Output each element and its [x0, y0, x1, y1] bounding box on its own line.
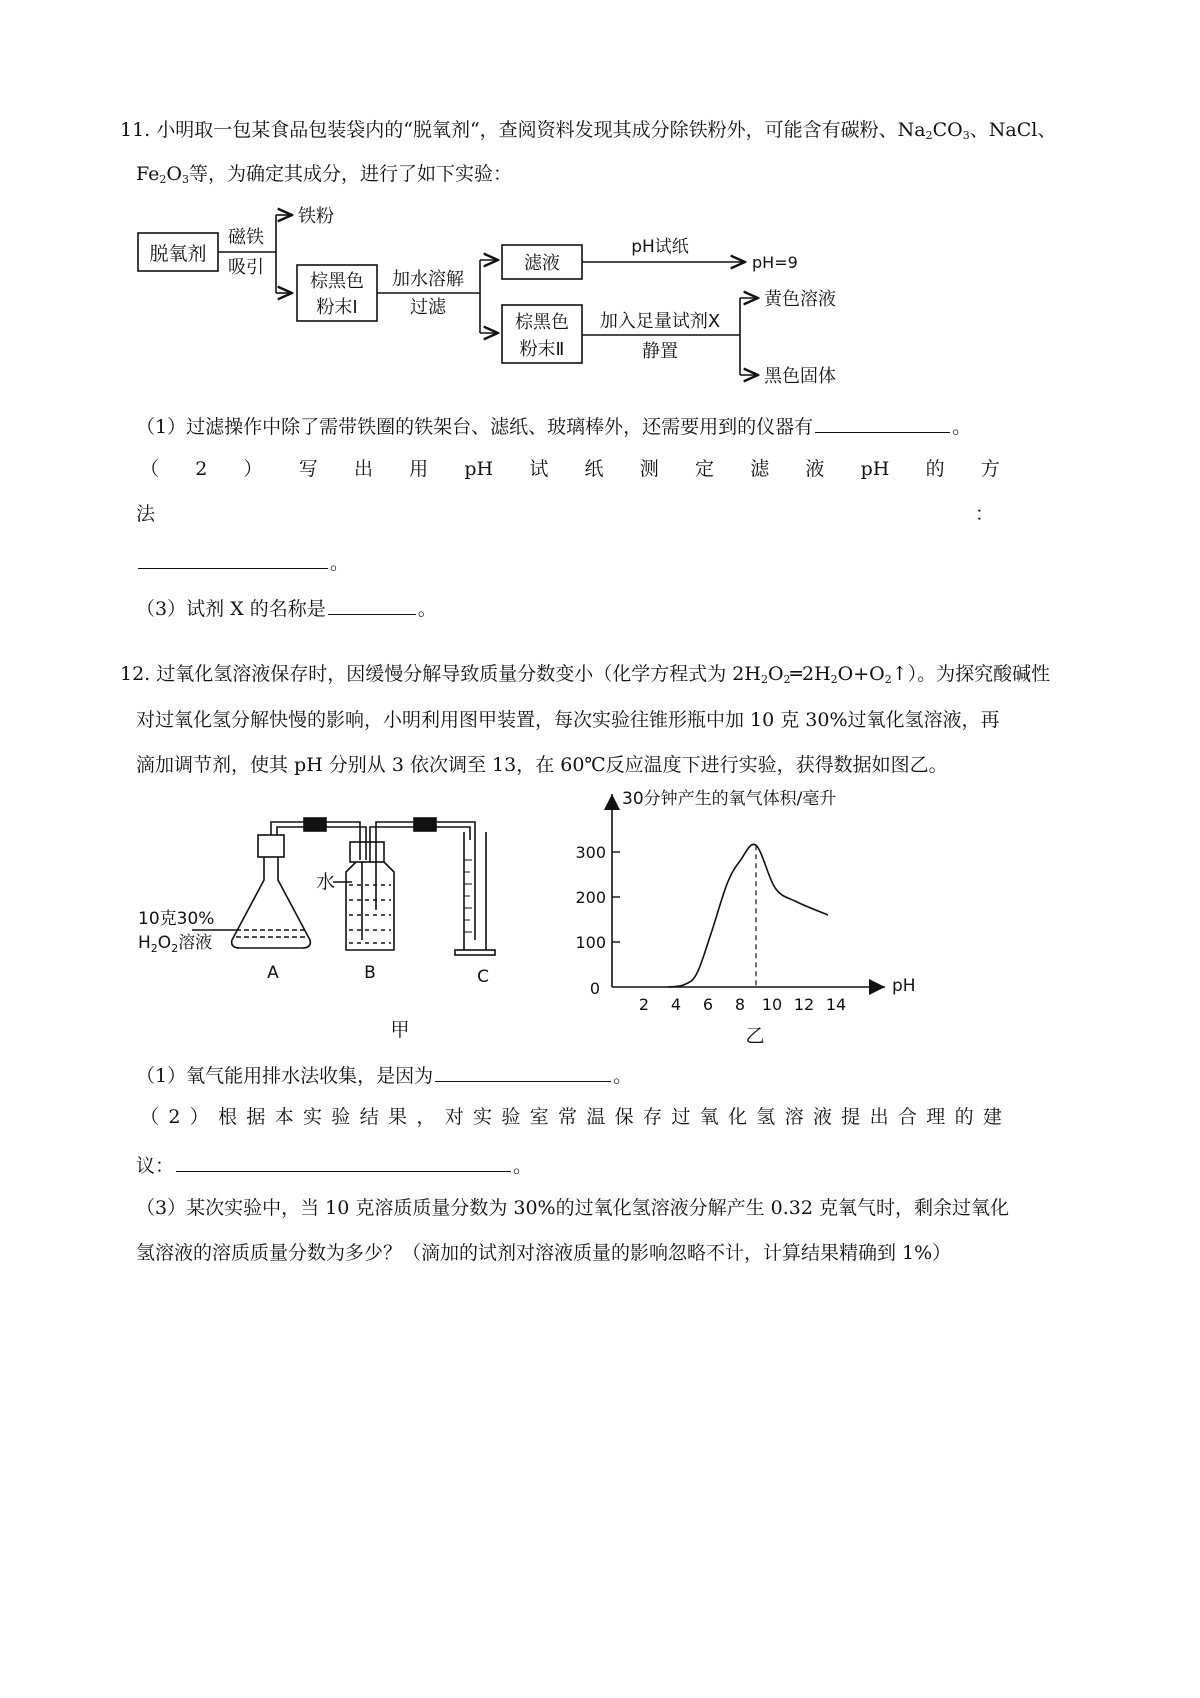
q11-sub2-line1 [140, 460, 1000, 479]
q11-sub2-char: 的 [925, 458, 945, 480]
q11-sub2-char: 写 [298, 458, 318, 480]
q12-sub2-char: 2 [168, 1106, 181, 1128]
caption-yi: 乙 [745, 1025, 765, 1047]
q11-sub2-char: 试 [529, 458, 549, 480]
q11-sub2-char: 纸 [584, 458, 604, 480]
q12-sub2-char: 液 [812, 1106, 832, 1128]
label-water: 水 [316, 871, 336, 893]
q12-sub2-char: 根 [218, 1106, 238, 1128]
oxygen-ph-chart [570, 780, 990, 1055]
q11-sub2-char: pH [860, 458, 890, 480]
label-b: B [364, 963, 376, 983]
q11-sub3: （3）试剂 X 的名称是 。 [136, 598, 437, 620]
q12-sub2-char: 提 [841, 1106, 861, 1128]
q11-sub2-char: 滤 [750, 458, 770, 480]
q12-sub2-char: 出 [869, 1106, 889, 1128]
label-solution-top: 10克30% [138, 909, 215, 929]
flow-iron-powder: 铁粉 [298, 206, 334, 227]
series-line [668, 844, 828, 987]
q11-line1: 11. 小明取一包某食品包装袋内的“脱氧剂“，查阅资料发现其成分除铁粉外，可能含有碳粉、$Na_2CO_3$、NaCl、 [120, 119, 1057, 142]
answer-blank[interactable] [328, 596, 416, 615]
q12-sub2-line1 [140, 1108, 1002, 1127]
caption-jia: 甲 [390, 1019, 410, 1041]
q12-sub2-char: 存 [642, 1106, 662, 1128]
answer-blank[interactable] [435, 1063, 611, 1082]
x-tick-label: 14 [825, 995, 847, 1014]
answer-blank[interactable] [176, 1153, 511, 1172]
flow-yellow-solution: 黄色溶液 [764, 289, 836, 310]
y-tick-label: 100 [575, 933, 606, 952]
label-a: A [267, 963, 279, 983]
q11-sub2-line2: 法 ： [136, 503, 994, 525]
x-tick-label: 8 [734, 995, 746, 1014]
label-solution-bottom: $H_2O_2$溶液 [138, 933, 213, 955]
q12-line2: 对过氧化氢分解快慢的影响，小明利用图甲装置，每次实验往锥形瓶中加 10 克 30%过氧化氢溶液，再 [136, 709, 1000, 731]
q12-sub2-char: 室 [529, 1106, 549, 1128]
x-tick-label: 10 [761, 995, 783, 1014]
q11-sub2-char: 定 [694, 458, 714, 480]
q12-sub2-char: 过 [671, 1106, 691, 1128]
flow-reagent-top: 加入足量试剂X [599, 311, 721, 332]
q12-sub2-char: ） [189, 1106, 209, 1128]
q12-sub2-char: （ [140, 1106, 160, 1128]
flow-ph-result: pH=9 [752, 253, 798, 272]
q11-sub2-char: 出 [353, 458, 373, 480]
answer-blank[interactable] [815, 414, 950, 433]
q11-sub2-char: ） [243, 458, 263, 480]
q12-sub2-char: 化 [727, 1106, 747, 1128]
q12-sub2-char: 据 [246, 1106, 266, 1128]
q12-sub2-char: 溶 [784, 1106, 804, 1128]
flow-dissolve-top: 加水溶解 [392, 269, 464, 290]
q12-sub2-char: 实 [303, 1106, 323, 1128]
flow-powder2-top: 棕黑色 [515, 312, 569, 333]
bottle-stopper [350, 842, 384, 862]
flow-powder1-bottom: 粉末Ⅰ [316, 297, 358, 318]
q11-sub2-char: pH [464, 458, 494, 480]
q12-sub2-char: 对 [444, 1106, 464, 1128]
q11-sub1: （1）过滤操作中除了需带铁圈的铁架台、滤纸、玻璃棒外，还需要用到的仪器有 。 [136, 416, 972, 438]
q12-sub2-char: 温 [586, 1106, 606, 1128]
q11-sub2-char: 液 [805, 458, 825, 480]
answer-blank[interactable] [138, 550, 328, 569]
q12-sub2-char: 本 [274, 1106, 294, 1128]
q12-sub2-char: 实 [473, 1106, 493, 1128]
q12-sub2-char: 建 [982, 1106, 1002, 1128]
q12-sub2-char: 合 [897, 1106, 917, 1128]
x-tick-label: 2 [638, 995, 650, 1014]
q12-sub2-char: 的 [954, 1106, 974, 1128]
q11-sub2-char: 用 [409, 458, 429, 480]
q12-line1: 12. 过氧化氢溶液保存时，因缓慢分解导致质量分数变小（化学方程式为 $2H_2O_2═2H_2O+O_2↑$）。为探究酸碱性 [120, 663, 1051, 686]
y-tick-label: 300 [575, 843, 606, 862]
flow-dissolve-bottom: 过滤 [410, 297, 446, 318]
q12-sub2-char: 常 [558, 1106, 578, 1128]
q12-sub3-line1: （3）某次实验中，当 10 克溶质质量分数为 30%的过氧化氢溶液分解产生 0.32 克氧气时，剩余过氧化 [136, 1197, 1010, 1219]
q12-sub2-char: 验 [331, 1106, 351, 1128]
x-tick-label: 4 [670, 995, 682, 1014]
q12-sub2-char: 氢 [756, 1106, 776, 1128]
flow-powder1-top: 棕黑色 [310, 271, 364, 292]
q12-line3: 滴加调节剂，使其 pH 分别从 3 依次调至 13，在 60℃反应温度下进行实验，获得数据如图乙。 [136, 754, 948, 776]
x-axis-label: pH [892, 976, 916, 996]
q12-sub2-char: 保 [614, 1106, 634, 1128]
q12-sub2-char: 结 [359, 1106, 379, 1128]
y-tick-label: 200 [575, 888, 606, 907]
flow-ph-paper: pH试纸 [631, 237, 689, 257]
flow-deoxidizer: 脱氧剂 [149, 243, 207, 265]
q11-line2: $Fe_2O_3$等，为确定其成分，进行了如下实验： [136, 163, 512, 186]
q11-sub2-char: 2 [195, 458, 208, 480]
q12-sub1: （1）氧气能用排水法收集，是因为 。 [136, 1065, 633, 1087]
flow-reagent-bottom: 静置 [642, 341, 678, 362]
y-axis-label: 30分钟产生的氧气体积/毫升 [622, 789, 837, 809]
flask-stopper [258, 835, 284, 857]
q12-sub2-char: 氧 [699, 1106, 719, 1128]
q11-flow-diagram [130, 205, 950, 405]
flow-black-solid: 黑色固体 [764, 366, 836, 387]
q12-sub3-line2: 氢溶液的溶质质量分数为多少？（滴加的试剂对溶液质量的影响忽略不计，计算结果精确到 1%） [136, 1242, 952, 1264]
q11-sub2-line3: 。 [136, 550, 349, 573]
q11-sub2-char: 方 [980, 458, 1000, 480]
q12-sub2-char: ， [416, 1106, 436, 1128]
origin-label: 0 [589, 979, 600, 998]
q12-sub2-char: 果 [388, 1106, 408, 1128]
q12-sub2-line2: 议： 。 [136, 1155, 533, 1177]
flow-powder2-bottom: 粉末Ⅱ [519, 339, 565, 360]
x-tick-label: 6 [702, 995, 714, 1014]
gas-bottle [346, 862, 394, 950]
q11-sub2-char: 测 [639, 458, 659, 480]
label-c: C [477, 967, 489, 987]
flow-magnet-top: 磁铁 [228, 227, 264, 248]
x-tick-label: 12 [793, 995, 815, 1014]
q12-sub2-char: 验 [501, 1106, 521, 1128]
q11-sub2-char: （ [140, 458, 160, 480]
q12-sub2-char: 理 [926, 1106, 946, 1128]
conical-flask [232, 857, 311, 948]
flow-filtrate: 滤液 [524, 253, 560, 274]
flow-magnet-bottom: 吸引 [228, 257, 264, 278]
apparatus-figure [130, 800, 550, 1050]
